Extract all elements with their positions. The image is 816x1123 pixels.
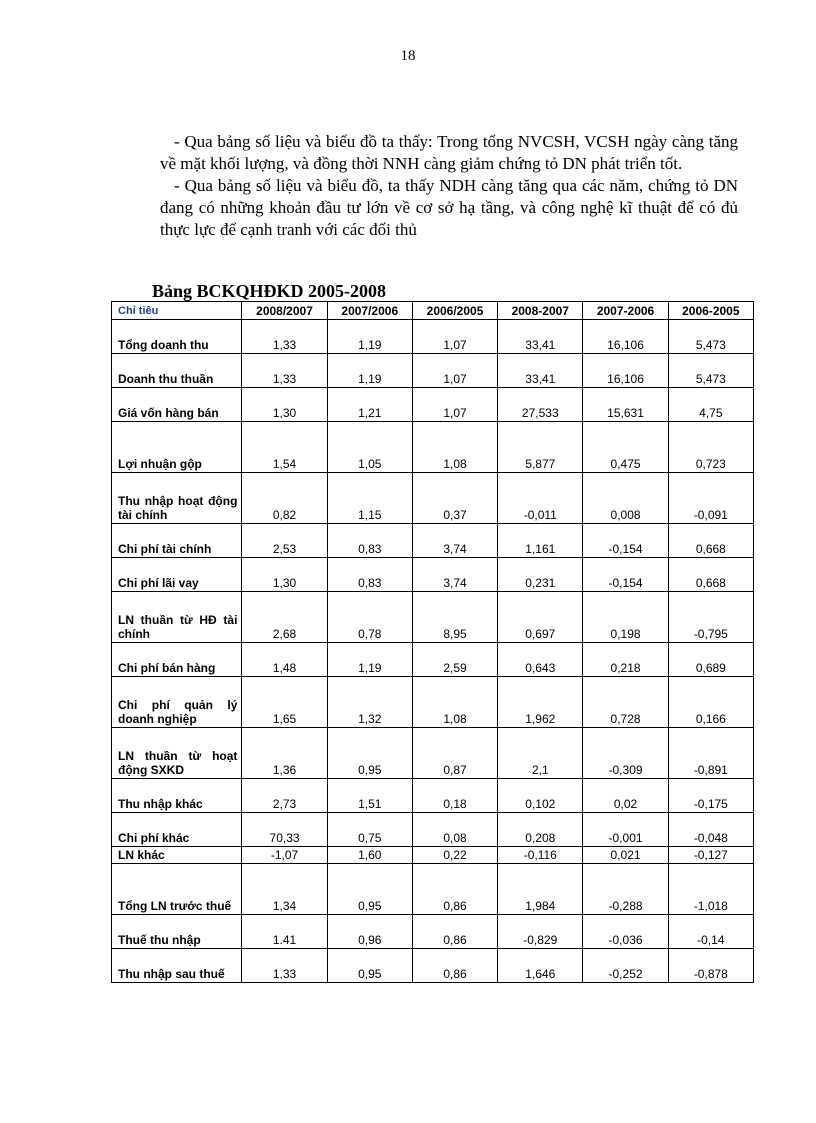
table-row bbox=[112, 388, 754, 422]
value-cell: 1,60 bbox=[327, 847, 412, 864]
value-cell: 1,54 bbox=[242, 422, 327, 473]
value-cell: 1,32 bbox=[327, 677, 412, 728]
value-cell: 0,728 bbox=[583, 677, 668, 728]
value-cell: 0,37 bbox=[412, 473, 497, 524]
value-cell: 0,86 bbox=[412, 864, 497, 915]
value-cell: 1,65 bbox=[242, 677, 327, 728]
value-cell: 70,33 bbox=[242, 813, 327, 847]
value-cell: 1,15 bbox=[327, 473, 412, 524]
value-cell: 0,102 bbox=[498, 779, 583, 813]
value-cell: 0,475 bbox=[583, 422, 668, 473]
value-cell: 1,51 bbox=[327, 779, 412, 813]
value-cell: 1,19 bbox=[327, 354, 412, 388]
value-cell: 0,643 bbox=[498, 643, 583, 677]
value-cell: -1,018 bbox=[668, 864, 753, 915]
value-cell: 0,95 bbox=[327, 949, 412, 983]
value-cell: -1,07 bbox=[242, 847, 327, 864]
value-cell: -0,116 bbox=[498, 847, 583, 864]
value-cell: -0,252 bbox=[583, 949, 668, 983]
row-label: Tổng doanh thu bbox=[112, 320, 242, 354]
paragraph: - Qua bảng số liệu và biểu đồ, ta thấy NDH càng tăng qua các năm, chứng tỏ DN đang có những khoản đầu tư lớn về cơ sở hạ tầng, và công nghệ kĩ thuật để có đủ thực lực để cạnh tranh với các đối thủ bbox=[160, 176, 738, 239]
value-cell: -0,14 bbox=[668, 915, 753, 949]
value-cell: 0,198 bbox=[583, 592, 668, 643]
table-row bbox=[112, 677, 754, 728]
value-cell: 2,68 bbox=[242, 592, 327, 643]
value-cell: 0,75 bbox=[327, 813, 412, 847]
value-cell: 5,473 bbox=[668, 354, 753, 388]
value-cell: 1,08 bbox=[412, 422, 497, 473]
value-cell: 16,106 bbox=[583, 354, 668, 388]
body-text bbox=[160, 131, 738, 241]
value-cell: 16,106 bbox=[583, 320, 668, 354]
row-label: LN khác bbox=[112, 847, 242, 864]
value-cell: 1,33 bbox=[242, 320, 327, 354]
value-cell: 0,86 bbox=[412, 949, 497, 983]
header-cell: 2006-2005 bbox=[668, 302, 753, 320]
value-cell: 1,161 bbox=[498, 524, 583, 558]
value-cell: 2,73 bbox=[242, 779, 327, 813]
value-cell: -0,309 bbox=[583, 728, 668, 779]
value-cell: 1,30 bbox=[242, 558, 327, 592]
value-cell: 0,008 bbox=[583, 473, 668, 524]
value-cell: 0,83 bbox=[327, 524, 412, 558]
value-cell: 5,473 bbox=[668, 320, 753, 354]
value-cell: 0,22 bbox=[412, 847, 497, 864]
table-header-row bbox=[112, 302, 754, 320]
table-row bbox=[112, 643, 754, 677]
value-cell: 0,86 bbox=[412, 915, 497, 949]
table-row bbox=[112, 558, 754, 592]
value-cell: 0,87 bbox=[412, 728, 497, 779]
value-cell: -0,288 bbox=[583, 864, 668, 915]
value-cell: -0,091 bbox=[668, 473, 753, 524]
value-cell: 0,83 bbox=[327, 558, 412, 592]
value-cell: 0,231 bbox=[498, 558, 583, 592]
table-row bbox=[112, 779, 754, 813]
value-cell: 1,19 bbox=[327, 320, 412, 354]
value-cell: 0,208 bbox=[498, 813, 583, 847]
value-cell: -0,011 bbox=[498, 473, 583, 524]
value-cell: 1,07 bbox=[412, 320, 497, 354]
value-cell: 1,05 bbox=[327, 422, 412, 473]
value-cell: 0,95 bbox=[327, 864, 412, 915]
value-cell: 1.41 bbox=[242, 915, 327, 949]
value-cell: -0,878 bbox=[668, 949, 753, 983]
value-cell: 1,07 bbox=[412, 354, 497, 388]
value-cell: 2,53 bbox=[242, 524, 327, 558]
paragraph: - Qua bảng số liệu và biểu đồ ta thấy: Trong tổng NVCSH, VCSH ngày càng tăng về mặt khối lượng, và đồng thời NNH càng giảm chứng tỏ DN phát triển tốt. bbox=[160, 132, 738, 173]
value-cell: 1,19 bbox=[327, 643, 412, 677]
row-label: Tổng LN trước thuế bbox=[112, 864, 242, 915]
value-cell: 0,02 bbox=[583, 779, 668, 813]
row-label: LN thuần từ HĐ tài chính bbox=[112, 592, 242, 643]
value-cell: 0,95 bbox=[327, 728, 412, 779]
value-cell: 0,723 bbox=[668, 422, 753, 473]
header-cell: 2007-2006 bbox=[583, 302, 668, 320]
value-cell: 0,82 bbox=[242, 473, 327, 524]
row-label: Thu nhập khác bbox=[112, 779, 242, 813]
row-label: Chi phí quản lý doanh nghiệp bbox=[112, 677, 242, 728]
header-cell: Chỉ tiêu bbox=[112, 302, 242, 320]
table-row bbox=[112, 728, 754, 779]
value-cell: 0,668 bbox=[668, 558, 753, 592]
row-label: Thuế thu nhập bbox=[112, 915, 242, 949]
table-row bbox=[112, 524, 754, 558]
value-cell: 1,21 bbox=[327, 388, 412, 422]
value-cell: 1,984 bbox=[498, 864, 583, 915]
row-label: Thu nhập sau thuế bbox=[112, 949, 242, 983]
table-row bbox=[112, 422, 754, 473]
row-label: Chi phí tài chính bbox=[112, 524, 242, 558]
financial-report-table bbox=[111, 301, 754, 983]
header-cell: 2008-2007 bbox=[498, 302, 583, 320]
value-cell: 15,631 bbox=[583, 388, 668, 422]
value-cell: 1,33 bbox=[242, 354, 327, 388]
table-row bbox=[112, 473, 754, 524]
row-label: Chi phí lãi vay bbox=[112, 558, 242, 592]
value-cell: -0,036 bbox=[583, 915, 668, 949]
value-cell: 0,689 bbox=[668, 643, 753, 677]
value-cell: -0,048 bbox=[668, 813, 753, 847]
value-cell: 4,75 bbox=[668, 388, 753, 422]
value-cell: 1,08 bbox=[412, 677, 497, 728]
table-title: Bảng BCKQHĐKD 2005-2008 bbox=[152, 281, 387, 301]
table-row bbox=[112, 915, 754, 949]
value-cell: 1,962 bbox=[498, 677, 583, 728]
table-row bbox=[112, 813, 754, 847]
row-label: Doanh thu thuần bbox=[112, 354, 242, 388]
table-row bbox=[112, 864, 754, 915]
value-cell: 0,697 bbox=[498, 592, 583, 643]
value-cell: 0,08 bbox=[412, 813, 497, 847]
value-cell: 1,33 bbox=[242, 949, 327, 983]
value-cell: 1,48 bbox=[242, 643, 327, 677]
value-cell: 5,877 bbox=[498, 422, 583, 473]
value-cell: 8,95 bbox=[412, 592, 497, 643]
value-cell: 33,41 bbox=[498, 354, 583, 388]
row-label: Chi phí khác bbox=[112, 813, 242, 847]
value-cell: -0,891 bbox=[668, 728, 753, 779]
table-row bbox=[112, 949, 754, 983]
value-cell: -0,154 bbox=[583, 524, 668, 558]
value-cell: -0,795 bbox=[668, 592, 753, 643]
value-cell: 2,1 bbox=[498, 728, 583, 779]
table-row bbox=[112, 320, 754, 354]
value-cell: -0,127 bbox=[668, 847, 753, 864]
page-number: 18 bbox=[400, 48, 416, 64]
table-row bbox=[112, 847, 754, 864]
table-row bbox=[112, 354, 754, 388]
value-cell: 1,07 bbox=[412, 388, 497, 422]
value-cell: 1,34 bbox=[242, 864, 327, 915]
value-cell: 0,166 bbox=[668, 677, 753, 728]
value-cell: 1,30 bbox=[242, 388, 327, 422]
row-label: Thu nhập hoạt động tài chính bbox=[112, 473, 242, 524]
header-cell: 2006/2005 bbox=[412, 302, 497, 320]
value-cell: 0,218 bbox=[583, 643, 668, 677]
row-label: LN thuần từ hoạt động SXKD bbox=[112, 728, 242, 779]
value-cell: 0,78 bbox=[327, 592, 412, 643]
row-label: Lợi nhuận gộp bbox=[112, 422, 242, 473]
value-cell: 3,74 bbox=[412, 524, 497, 558]
value-cell: -0,001 bbox=[583, 813, 668, 847]
value-cell: -0,175 bbox=[668, 779, 753, 813]
value-cell: 0,668 bbox=[668, 524, 753, 558]
value-cell: -0,829 bbox=[498, 915, 583, 949]
value-cell: 0,96 bbox=[327, 915, 412, 949]
value-cell: 0,18 bbox=[412, 779, 497, 813]
row-label: Chi phí bán hàng bbox=[112, 643, 242, 677]
value-cell: 2,59 bbox=[412, 643, 497, 677]
value-cell: 0,021 bbox=[583, 847, 668, 864]
value-cell: 33,41 bbox=[498, 320, 583, 354]
value-cell: 27,533 bbox=[498, 388, 583, 422]
value-cell: 1,36 bbox=[242, 728, 327, 779]
header-cell: 2007/2006 bbox=[327, 302, 412, 320]
table-row bbox=[112, 592, 754, 643]
value-cell: 1,646 bbox=[498, 949, 583, 983]
value-cell: 3,74 bbox=[412, 558, 497, 592]
value-cell: -0,154 bbox=[583, 558, 668, 592]
row-label: Giá vốn hàng bán bbox=[112, 388, 242, 422]
header-cell: 2008/2007 bbox=[242, 302, 327, 320]
